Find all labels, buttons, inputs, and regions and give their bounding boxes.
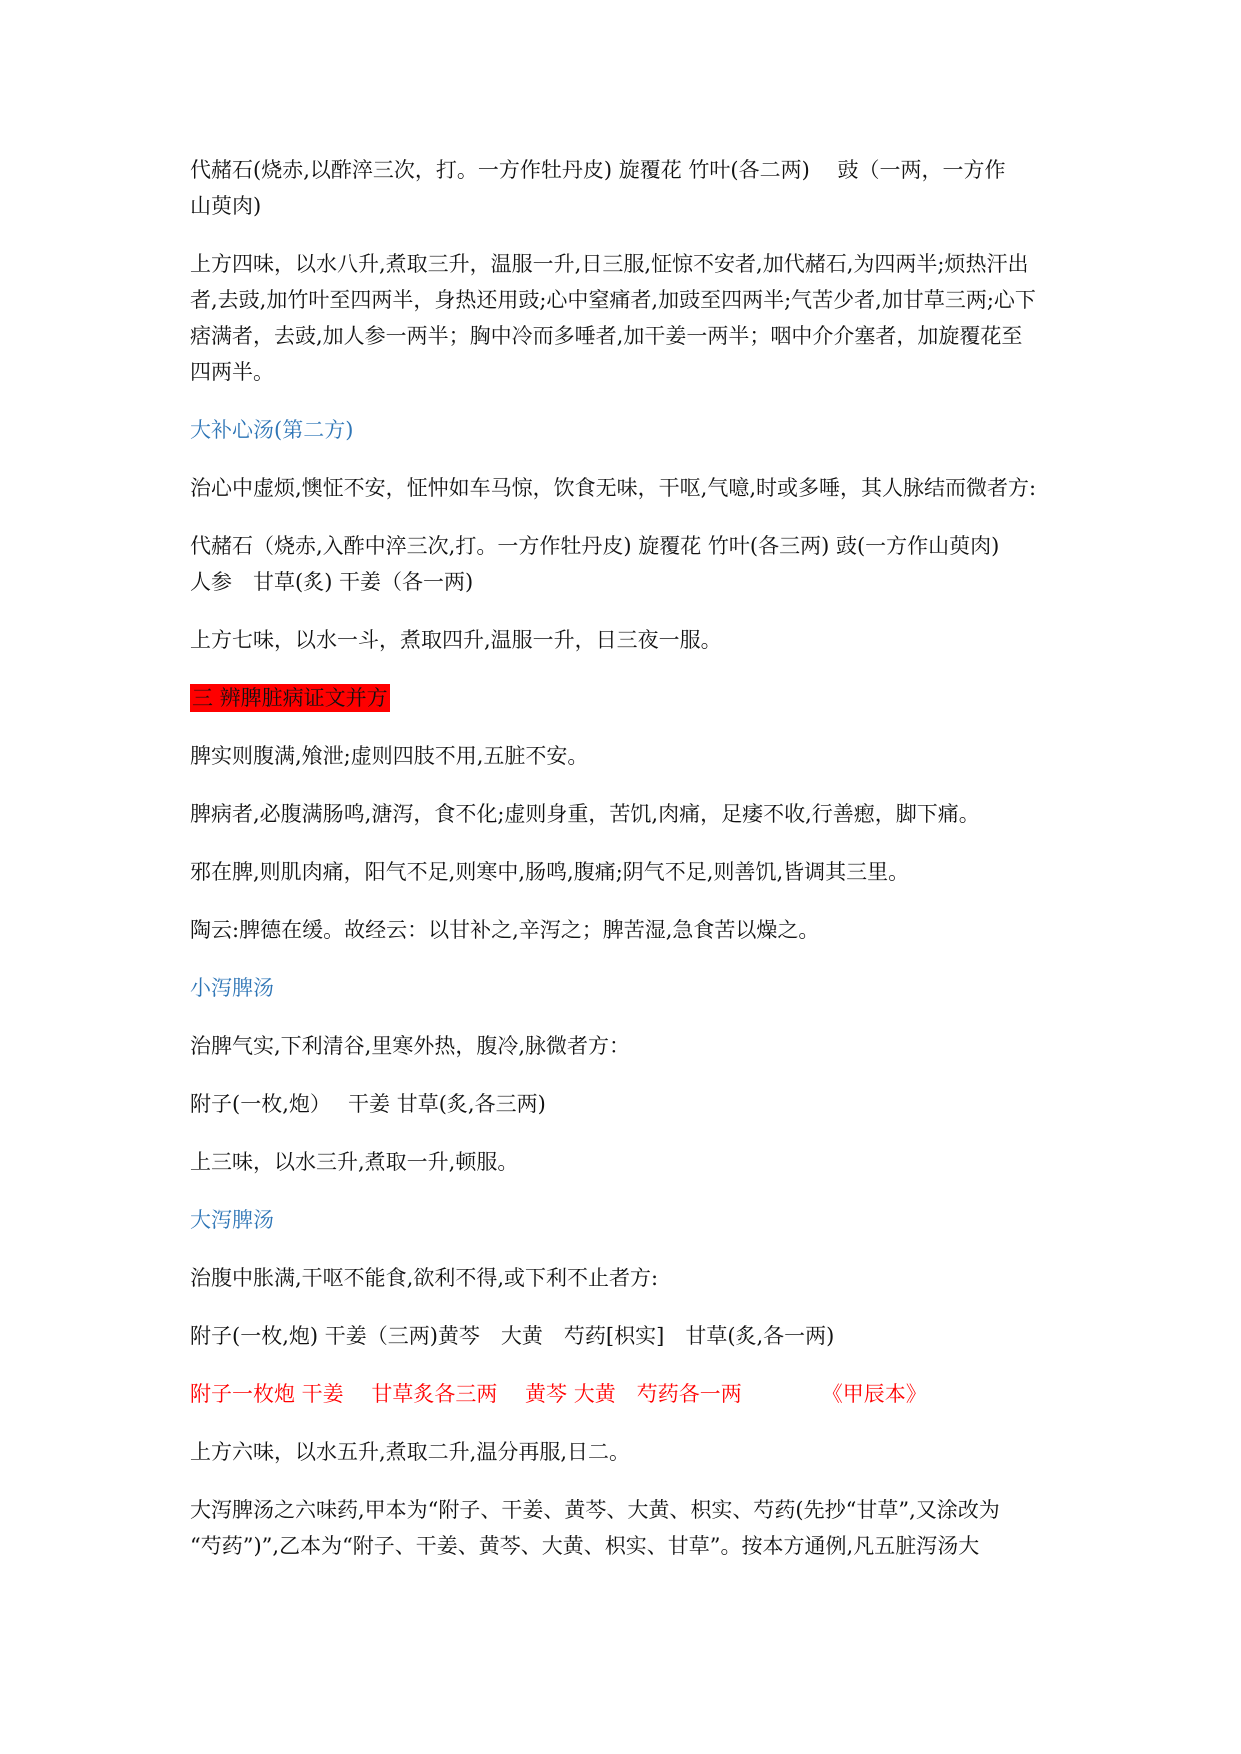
paragraph-ingredients-da-bu-xin [190, 528, 1050, 600]
paragraph-spleen-4: 陶云:脾德在缓。故经云：以甘补之,辛泻之；脾苦湿,急食苦以燥之。 [190, 918, 820, 942]
paragraph-formula-method-1 [190, 246, 1050, 390]
paragraph-method-xiao-xie-pi: 上三味，以水三升,煮取一升,顿服。 [190, 1150, 519, 1174]
variant-source-label: 《甲辰本》 [821, 1382, 927, 1406]
text-line: 者,去豉,加竹叶至四两半，身热还用豉;心中窒痛者,加豉至四两半;气苦少者,加甘草三两;心下 [190, 288, 1036, 312]
text-line: 人参 甘草(炙) 干姜（各一两) [190, 570, 474, 594]
paragraph-indication-xiao-xie-pi: 治脾气实,下利清谷,里寒外热，腹冷,脉微者方： [190, 1034, 631, 1058]
text-line: 山萸肉) [190, 194, 262, 218]
paragraph-variant-ingredients [190, 1376, 1050, 1412]
highlighted-section-title: 三 辨脾脏病证文并方 [192, 686, 388, 710]
text-line: 上方四味，以水八升,煮取三升，温服一升,日三服,怔惊不安者,加代赭石,为四两半;烦热汗出 [190, 252, 1029, 276]
heading-da-bu-xin-tang: 大补心汤(第二方) [190, 418, 354, 442]
paragraph-commentary [190, 1492, 1050, 1564]
section-heading-san [190, 680, 1050, 716]
paragraph-spleen-2: 脾病者,必腹满肠鸣,溏泻，食不化;虚则身重，苦饥,肉痛，足痿不收,行善瘛，脚下痛。 [190, 802, 980, 826]
paragraph-indication-da-xie-pi: 治腹中胀满,干呕不能食,欲利不得,或下利不止者方: [190, 1266, 659, 1290]
paragraph-indication-da-bu-xin: 治心中虚烦,懊怔不安，怔忡如车马惊，饮食无味，干呕,气噫,时或多唾，其人脉结而微者方: [190, 476, 1037, 500]
text-line: 四两半。 [190, 360, 274, 384]
variant-ingredients-text: 附子一枚炮 干姜 甘草炙各三两 黄芩 大黄 芍药各一两 [190, 1382, 742, 1406]
paragraph-spleen-1: 脾实则腹满,飧泄;虚则四肢不用,五脏不安。 [190, 744, 589, 768]
paragraph-ingredients-xiao-xie-pi: 附子(一枚,炮） 干姜 甘草(炙,各三两) [190, 1092, 546, 1116]
text-line: 代赭石(烧赤,以酢淬三次，打。一方作牡丹皮) 旋覆花 竹叶(各二两) 豉（一两，一方作 [190, 158, 1006, 182]
text-line: 痞满者，去豉,加人参一两半；胸中冷而多唾者,加干姜一两半；咽中介介塞者，加旋覆花至 [190, 324, 1023, 348]
paragraph-spleen-3: 邪在脾,则肌肉痛，阳气不足,则寒中,肠鸣,腹痛;阴气不足,则善饥,皆调其三里。 [190, 860, 910, 884]
document-page [190, 152, 1050, 1586]
text-line: 大泻脾汤之六味药,甲本为“附子、干姜、黄芩、大黄、枳实、芍药(先抄“甘草”,又涂改为 [190, 1498, 1000, 1522]
heading-da-xie-pi-tang: 大泻脾汤 [190, 1208, 274, 1232]
text-line: 代赭石（烧赤,入酢中淬三次,打。一方作牡丹皮) 旋覆花 竹叶(各三两) 豉(一方作山萸肉) [190, 534, 1000, 558]
paragraph-ingredients-da-xie-pi: 附子(一枚,炮) 干姜（三两)黄芩 大黄 芍药[枳实] 甘草(炙,各一两) [190, 1324, 835, 1348]
paragraph-method-da-xie-pi: 上方六味，以水五升,煮取二升,温分再服,日二。 [190, 1440, 631, 1464]
paragraph-formula-ingredients-1 [190, 152, 1050, 224]
paragraph-method-da-bu-xin: 上方七味，以水一斗，煮取四升,温服一升，日三夜一服。 [190, 628, 722, 652]
text-line: “芍药”)”,乙本为“附子、干姜、黄芩、大黄、枳实、甘草”。按本方通例,凡五脏泻汤大 [190, 1534, 980, 1558]
heading-xiao-xie-pi-tang: 小泻脾汤 [190, 976, 274, 1000]
